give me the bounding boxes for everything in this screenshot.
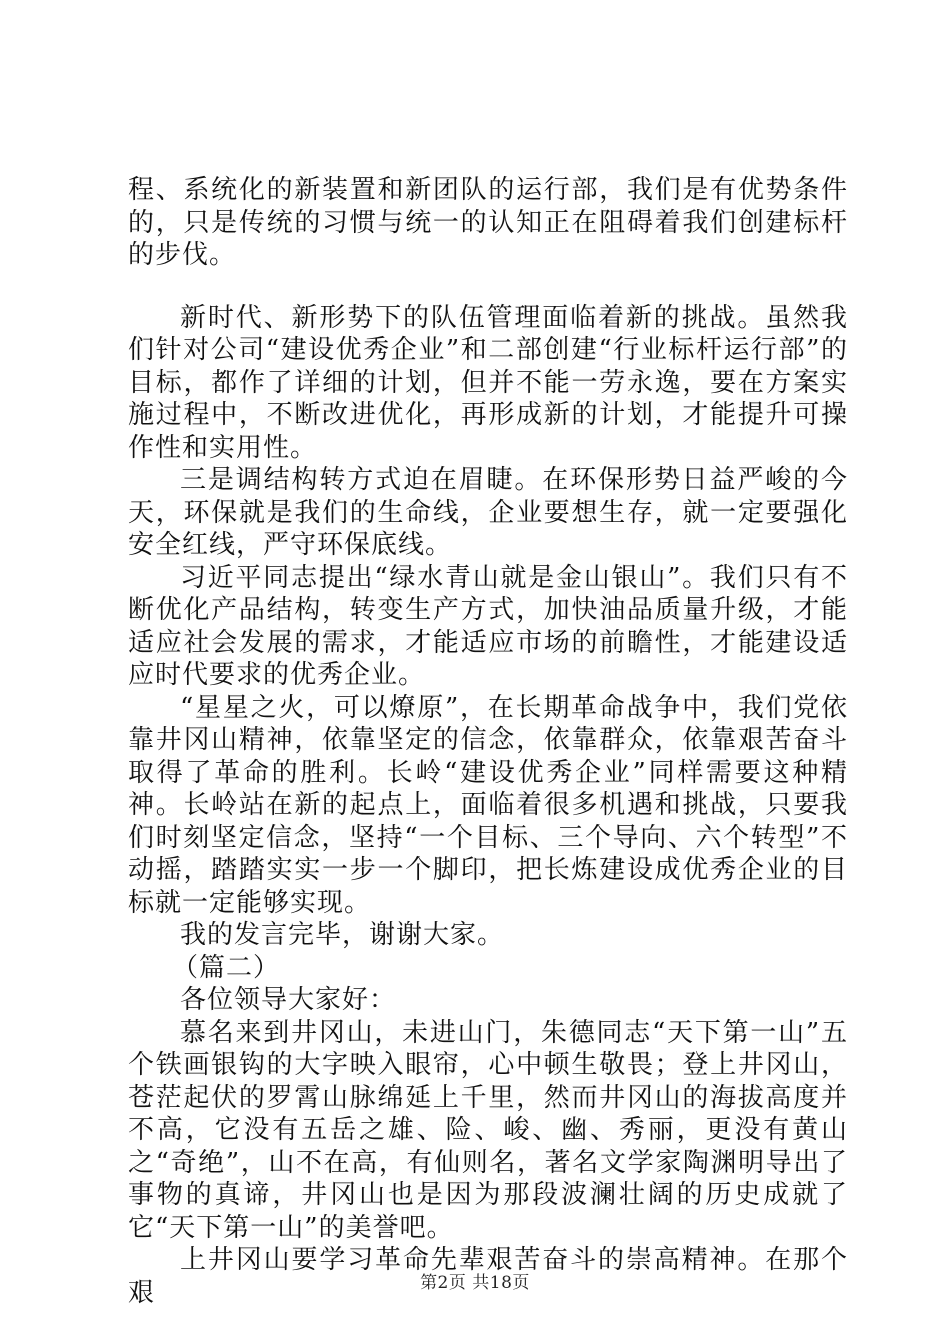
paragraph-closing: 我的发言完毕，谢谢大家。 — [180, 920, 505, 950]
paragraph-green-mountains: 习近平同志提出“绿水青山就是金山银山”。我们只有不断优化产品结构，转变生产方式，加快油品质量升级，才能适应社会发展的需求，才能适应市场的前瞻性，才能建设适应时代要求的优秀企业。 — [128, 562, 848, 690]
paragraph-learning-spirit: 上井冈山要学习革命先辈艰苦奋斗的崇高精神。在那个艰 — [128, 1245, 848, 1308]
paragraph-continuation: 程、系统化的新装置和新团队的运行部，我们是有优势条件的，只是传统的习惯与统一的认知正在阻碍着我们创建标杆的步伐。 — [128, 175, 848, 270]
section-heading-part-two: （篇二） — [172, 952, 281, 983]
paragraph-jinggangshan-visit: 慕名来到井冈山，未进山门，朱德同志“天下第一山”五个铁画银钩的大字映入眼帘，心中顿生敬畏；登上井冈山，苍茫起伏的罗霄山脉绵延上千里，然而井冈山的海拔高度并不高，它没有五岳之雄、险、峻、幽、秀丽，更没有黄山之“奇绝”，山不在高，有仙则名，著名文学家陶渊明导出了事物的真谛，井冈山也是因为那段波澜壮阔的历史成就了它“天下第一山”的美誉吧。 — [128, 1017, 848, 1243]
paragraph-team-management: 新时代、新形势下的队伍管理面临着新的挑战。虽然我们针对公司“建设优秀企业”和二部创建“行业标杆运行部”的目标，都作了详细的计划，但并不能一劳永逸，要在方案实施过程中，不断改进优化，再形成新的计划，才能提升可操作性和实用性。 — [128, 302, 848, 463]
page-number-footer: 第2页 共18页 — [420, 1273, 530, 1293]
document-body — [128, 174, 848, 1309]
paragraph-greeting: 各位领导大家好： — [180, 985, 397, 1015]
paragraph-structure-adjustment: 三是调结构转方式迫在眉睫。在环保形势日益严峻的今天，环保就是我们的生命线，企业要想生存，就一定要强化安全红线，严守环保底线。 — [128, 465, 848, 560]
paragraph-single-spark: “星星之火，可以燎原”，在长期革命战争中，我们党依靠井冈山精神，依靠坚定的信念，依靠群众，依靠艰苦奋斗取得了革命的胜利。长岭“建设优秀企业”同样需要这种精神。长岭站在新的起点上，面临着很多机遇和挑战，只要我们时刻坚定信念，坚持“一个目标、三个导向、六个转型”不动摇，踏踏实实一步一个脚印，把长炼建设成优秀企业的目标就一定能够实现。 — [128, 692, 848, 918]
